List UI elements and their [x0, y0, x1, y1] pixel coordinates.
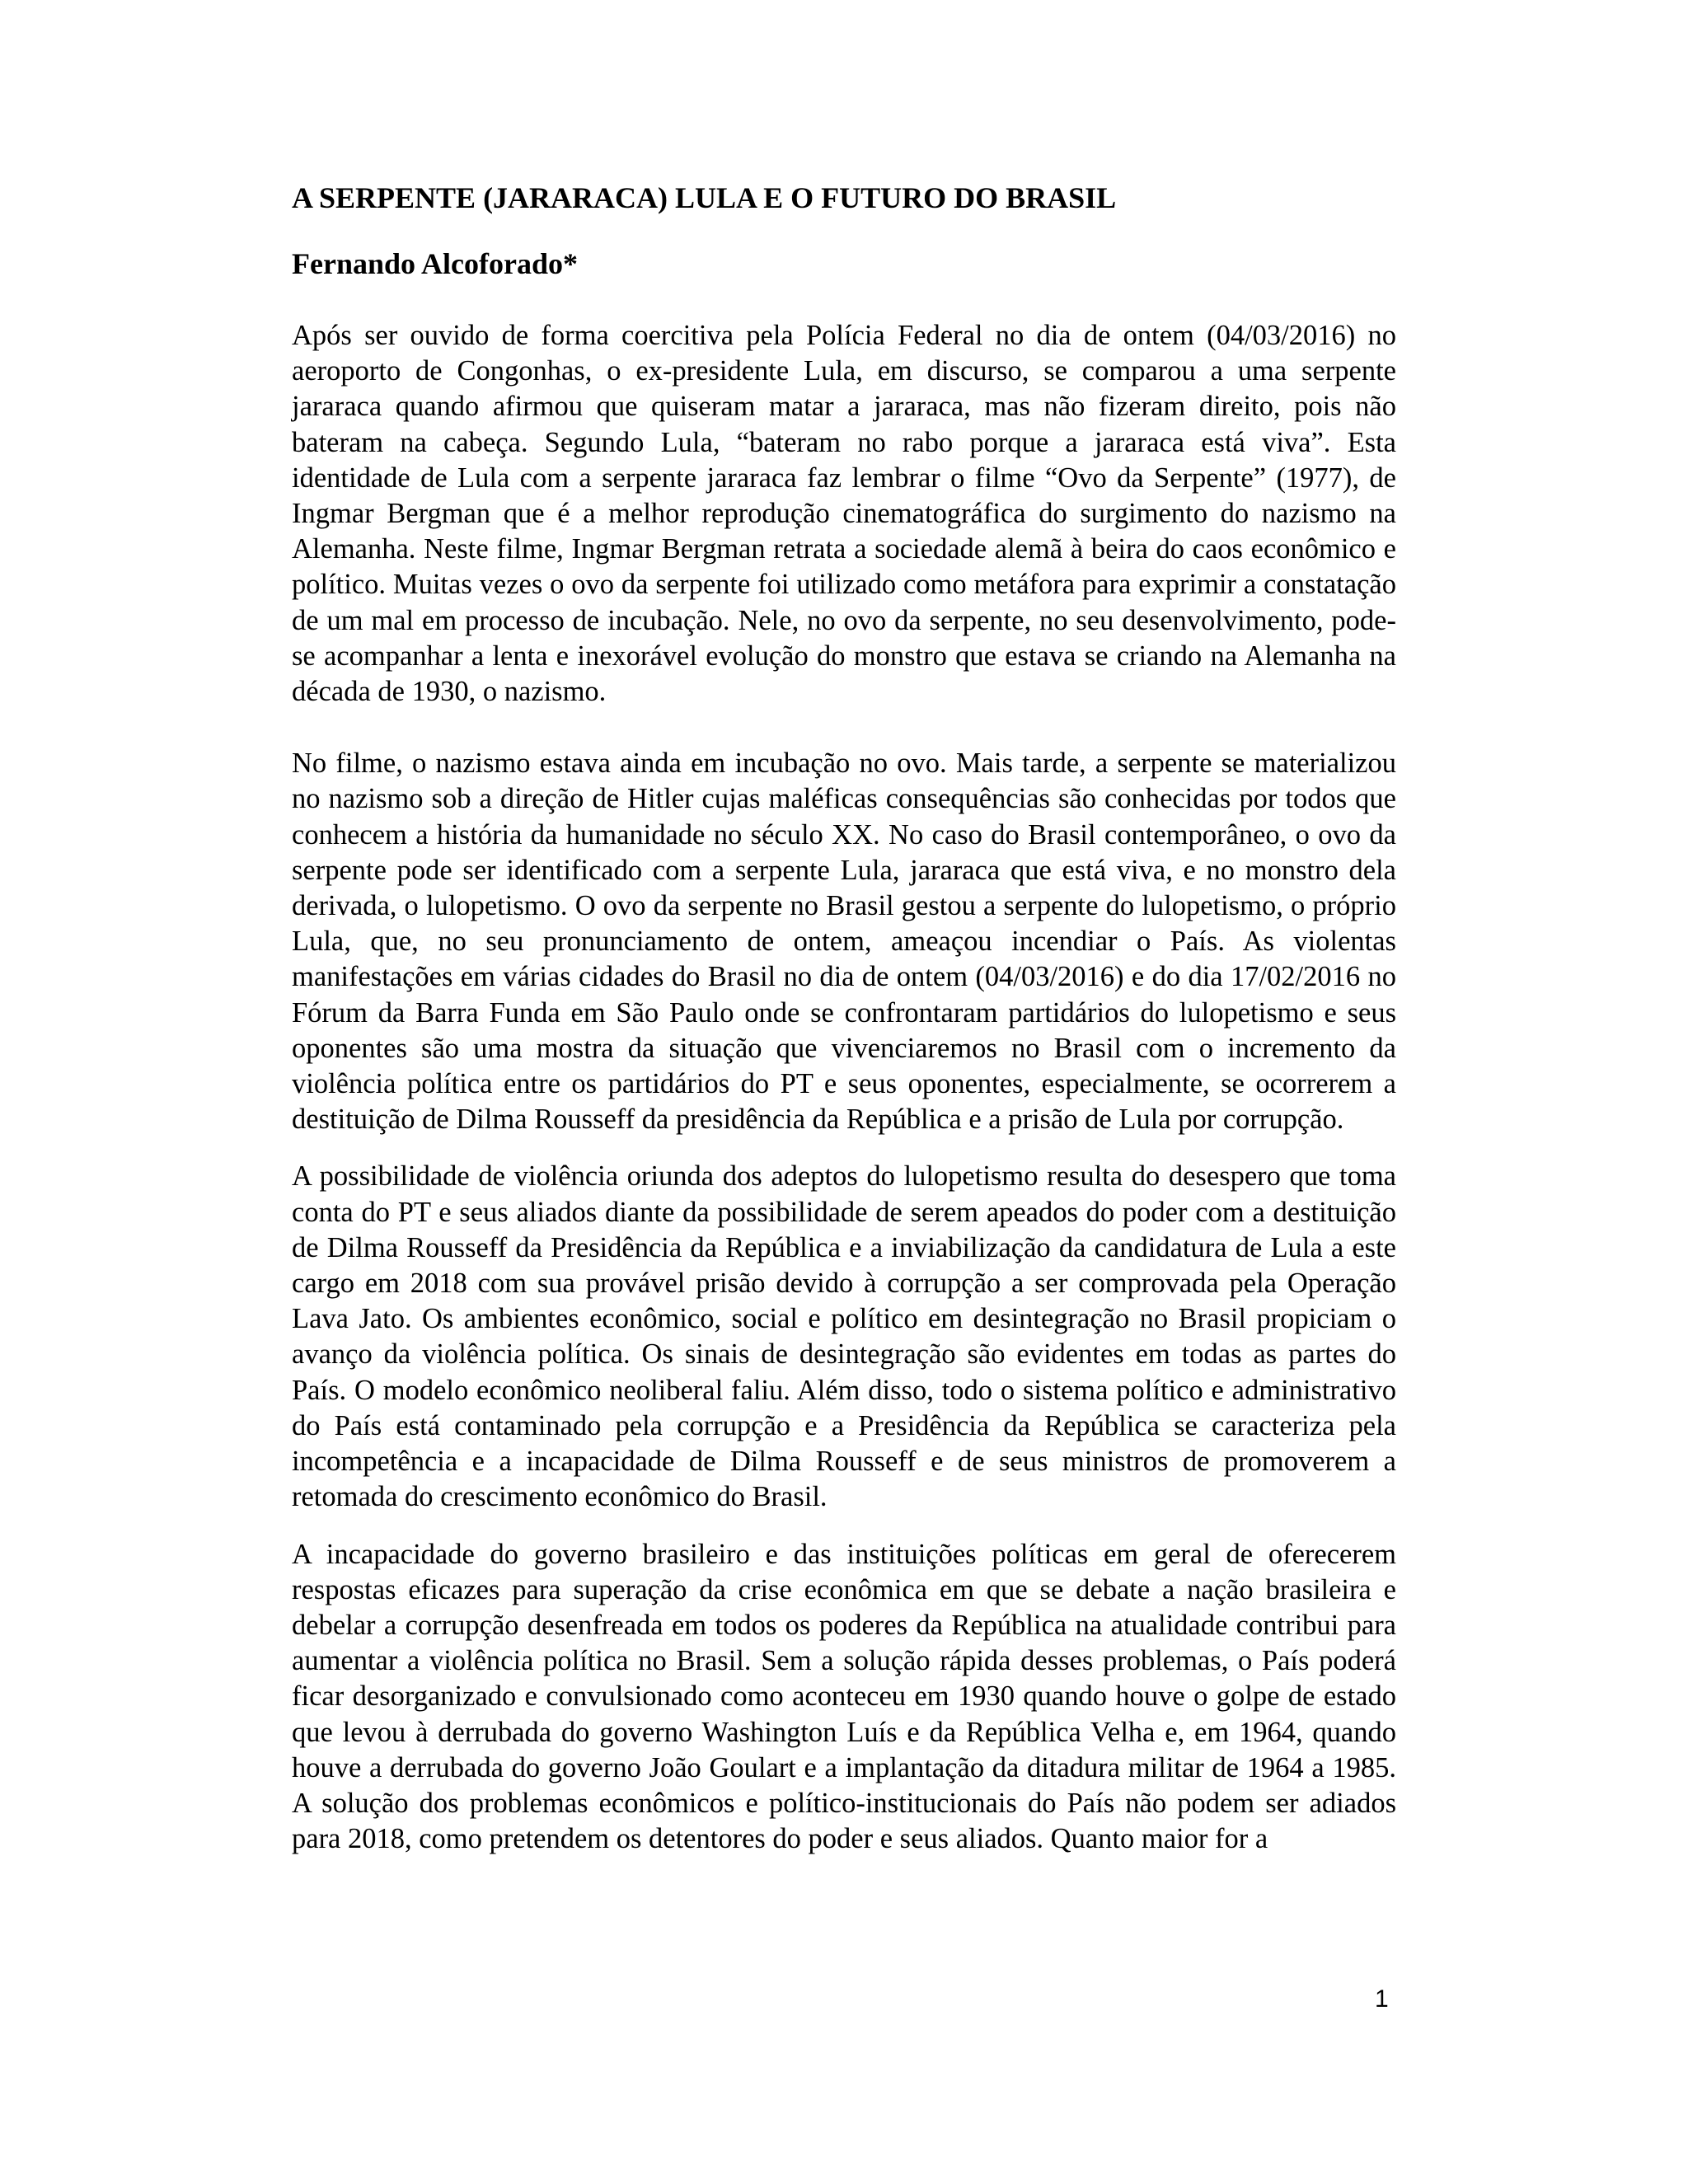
document-title: A SERPENTE (JARARACA) LULA E O FUTURO DO BRASIL: [292, 181, 1117, 214]
author-name: Fernando Alcoforado*: [292, 247, 578, 280]
page-number: 1: [1375, 1985, 1389, 2013]
paragraph-4: A incapacidade do governo brasileiro e das instituições políticas em geral de oferecerem respostas eficazes para superação da crise econômica em que se debate a nação brasileira e debelar a corrupção desenfreada em todos os poderes da República na atualidade contribui para aumentar a violência política no Brasil. Sem a solução rápida desses problemas, o País poderá ficar desorganizado e convulsionado como aconteceu em 1930 quando houve o golpe de estado que levou à derrubada do governo Washington Luís e da República Velha e, em 1964, quando houve a derrubada do governo João Goulart e a implantação da ditadura militar de 1964 a 1985. A solução dos problemas econômicos e político-institucionais do País não podem ser adiados para 2018, como pretendem os detentores do poder e seus aliados. Quanto maior for a: [292, 1538, 1396, 1855]
paragraph-1: Após ser ouvido de forma coercitiva pela Polícia Federal no dia de ontem (04/03/2016) no aeroporto de Congonhas, o ex-presidente Lula, em discurso, se comparou a uma serpente jararaca quando afirmou que quiseram matar a jararaca, mas não fizeram direito, pois não bateram na cabeça. Segundo Lula, “bateram no rabo porque a jararaca está viva”. Esta identidade de Lula com a serpente jararaca faz lembrar o filme “Ovo da Serpente” (1977), de Ingmar Bergman que é a melhor reprodução cinematográfica do surgimento do nazismo na Alemanha. Neste filme, Ingmar Bergman retrata a sociedade alemã à beira do caos econômico e político. Muitas vezes o ovo da serpente foi utilizado como metáfora para exprimir a constatação de um mal em processo de incubação. Nele, no ovo da serpente, no seu desenvolvimento, pode-se acompanhar a lenta e inexorável evolução do monstro que estava se criando na Alemanha na década de 1930, o nazismo.: [292, 320, 1396, 708]
paragraph-2: No filme, o nazismo estava ainda em incubação no ovo. Mais tarde, a serpente se materializou no nazismo sob a direção de Hitler cujas maléficas consequências são conhecidas por todos que conhecem a história da humanidade no século XX. No caso do Brasil contemporâneo, o ovo da serpente pode ser identificado com a serpente Lula, jararaca que está viva, e no monstro dela derivada, o lulopetismo. O ovo da serpente no Brasil gestou a serpente do lulopetismo, o próprio Lula, que, no seu pronunciamento de ontem, ameaçou incendiar o País. As violentas manifestações em várias cidades do Brasil no dia de ontem (04/03/2016) e do dia 17/02/2016 no Fórum da Barra Funda em São Paulo onde se confrontaram partidários do lulopetismo e seus oponentes são uma mostra da situação que vivenciaremos no Brasil com o incremento da violência política entre os partidários do PT e seus oponentes, especialmente, se ocorrerem a destituição de Dilma Rousseff da presidência da República e a prisão de Lula por corrupção.: [292, 748, 1396, 1136]
paragraph-3: A possibilidade de violência oriunda dos adeptos do lulopetismo resulta do desespero que toma conta do PT e seus aliados diante da possibilidade de serem apeados do poder com a destituição de Dilma Rousseff da Presidência da República e a inviabilização da candidatura de Lula a este cargo em 2018 com sua provável prisão devido à corrupção a ser comprovada pela Operação Lava Jato. Os ambientes econômico, social e político em desintegração no Brasil propiciam o avanço da violência política. Os sinais de desintegração são evidentes em todas as partes do País. O modelo econômico neoliberal faliu. Além disso, todo o sistema político e administrativo do País está contaminado pela corrupção e a Presidência da República se caracteriza pela incompetência e a incapacidade de Dilma Rousseff e de seus ministros de promoverem a retomada do crescimento econômico do Brasil.: [292, 1160, 1396, 1513]
document-body: [292, 180, 1396, 1857]
